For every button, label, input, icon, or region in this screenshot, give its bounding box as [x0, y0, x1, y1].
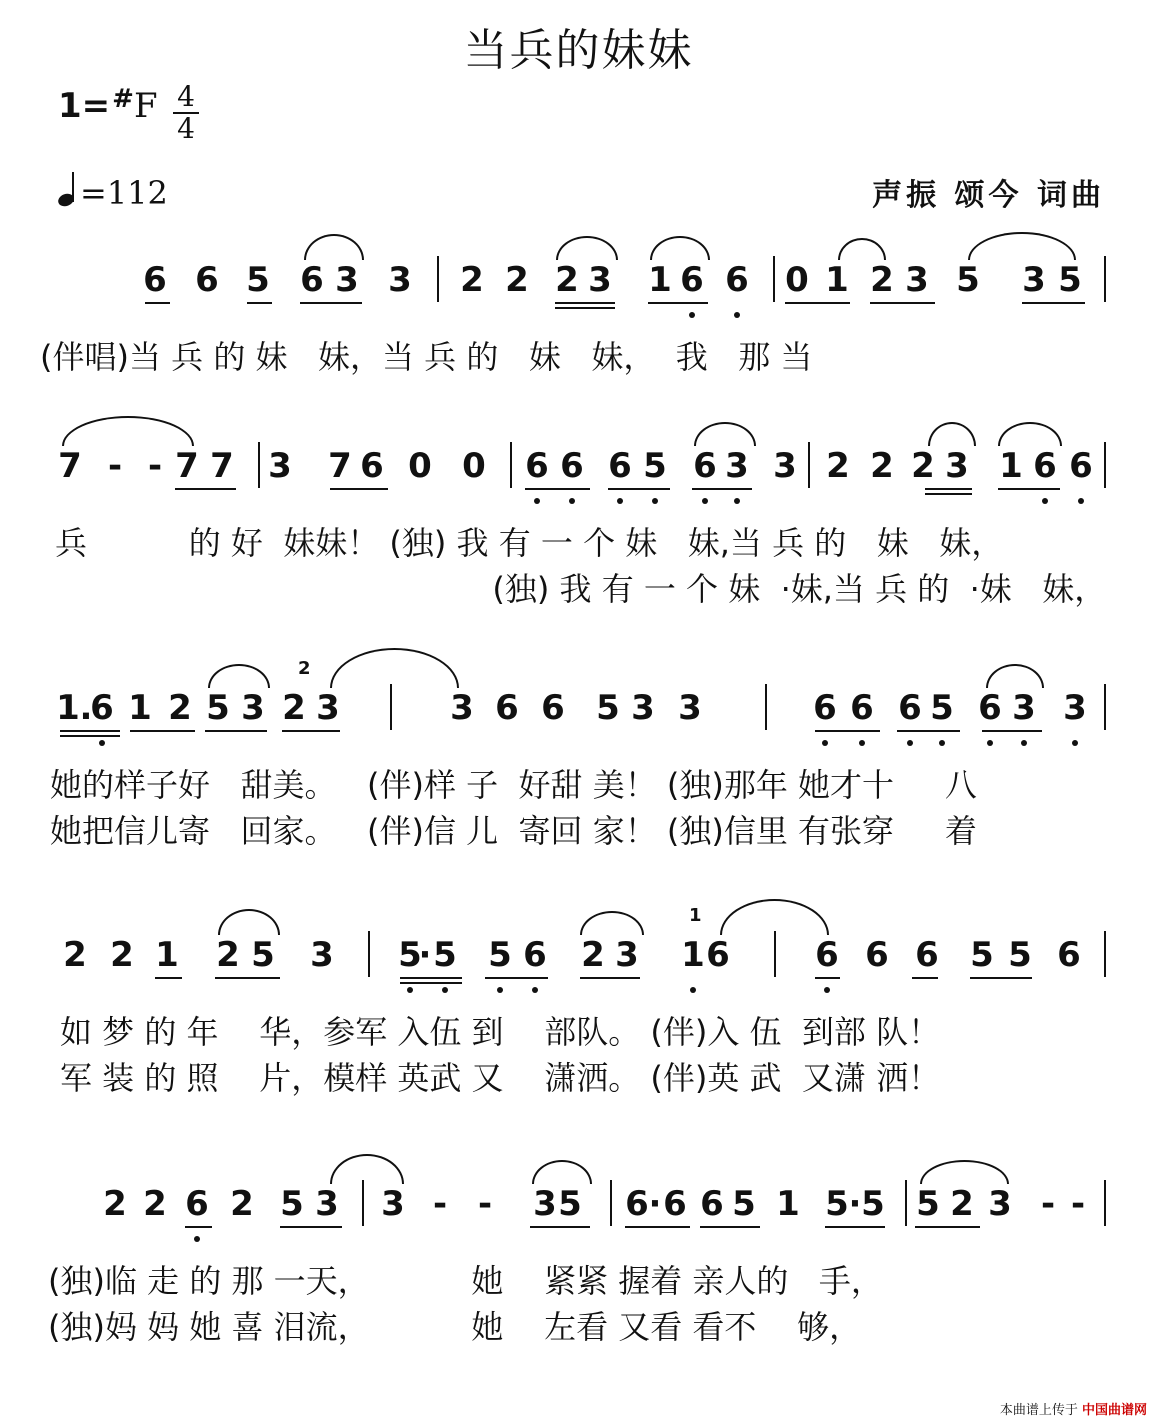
- octave-dot: [652, 498, 658, 504]
- octave-dot: [859, 740, 865, 746]
- lyric-line: 她把信儿寄 回家。 (伴)信 儿 寄回 家！ (独)信里 有张穿 着: [50, 812, 977, 850]
- slur: [720, 899, 829, 935]
- underline-beam: [555, 302, 615, 304]
- note: 2: [555, 260, 579, 300]
- underline-beam: [1022, 302, 1085, 304]
- barline: [437, 256, 439, 302]
- note: 6: [195, 260, 219, 300]
- note: 6: [1033, 446, 1057, 486]
- octave-dot: [734, 498, 740, 504]
- barline: [368, 931, 370, 977]
- octave-dot: [617, 498, 623, 504]
- octave-dot: [702, 498, 708, 504]
- note: 3: [773, 446, 797, 486]
- barline: [1104, 931, 1106, 977]
- note: 5: [970, 935, 994, 975]
- note: 0: [785, 260, 809, 300]
- song-title: 当兵的妹妹: [463, 25, 694, 76]
- note: 6: [360, 446, 384, 486]
- octave-dot: [407, 987, 413, 993]
- note: .: [79, 688, 93, 728]
- underline-beam: [998, 488, 1060, 490]
- octave-dot: [194, 1236, 200, 1242]
- barline: [1104, 1180, 1106, 1226]
- note: 2: [110, 935, 134, 975]
- note: 3: [588, 260, 612, 300]
- note: -: [432, 1184, 448, 1224]
- lyric-line: (独) 我 有 一 个 妹 ·妹,当 兵 的 ·妹 妹，: [55, 570, 1107, 608]
- slur: [330, 1154, 404, 1184]
- note: 3: [1012, 688, 1036, 728]
- grace-note: 2: [298, 658, 311, 679]
- note: 2: [168, 688, 192, 728]
- underline-beam-double: [925, 493, 972, 495]
- octave-dot: [99, 740, 105, 746]
- slur: [650, 236, 710, 260]
- note: 2: [282, 688, 306, 728]
- key-eq: =: [81, 86, 111, 126]
- slur: [304, 234, 364, 260]
- note: 3: [335, 260, 359, 300]
- time-signature: [173, 80, 199, 145]
- note: 3: [988, 1184, 1012, 1224]
- underline-beam: [912, 977, 938, 979]
- note: 1: [56, 688, 80, 728]
- underline-beam: [897, 730, 960, 732]
- meter-numerator: 4: [177, 80, 195, 113]
- note: 6: [898, 688, 922, 728]
- note: 3: [678, 688, 702, 728]
- note: 3: [945, 446, 969, 486]
- note: 1: [681, 935, 705, 975]
- note: 5: [433, 935, 457, 975]
- underline-beam: [815, 730, 880, 732]
- underline-beam: [175, 488, 236, 490]
- note: 3: [268, 446, 292, 486]
- note: 5: [558, 1184, 582, 1224]
- slur: [998, 422, 1062, 446]
- note: 2: [911, 446, 935, 486]
- note: 2: [505, 260, 529, 300]
- slur: [62, 416, 194, 446]
- note: 5: [956, 260, 980, 300]
- octave-dot: [497, 987, 503, 993]
- note: 3: [310, 935, 334, 975]
- underline-beam: [400, 977, 462, 979]
- octave-dot: [822, 740, 828, 746]
- barline: [510, 442, 512, 488]
- barline: [390, 684, 392, 730]
- underline-beam: [215, 977, 280, 979]
- note: 1: [776, 1184, 800, 1224]
- barline: [1104, 684, 1106, 730]
- note: 1: [825, 260, 849, 300]
- octave-dot: [442, 987, 448, 993]
- slur: [218, 909, 280, 935]
- note: 3: [315, 1184, 339, 1224]
- slur: [208, 664, 270, 688]
- slur: [920, 1160, 1009, 1184]
- note: ·: [648, 1184, 662, 1224]
- sharp-sign: #: [112, 84, 134, 114]
- note: 6: [143, 260, 167, 300]
- barline: [773, 256, 775, 302]
- barline: [765, 684, 767, 730]
- underline-beam: [60, 730, 120, 732]
- note: 2: [63, 935, 87, 975]
- note: 2: [103, 1184, 127, 1224]
- note: 5: [1058, 260, 1082, 300]
- note: 5: [732, 1184, 756, 1224]
- note: 6: [815, 935, 839, 975]
- note: 2: [143, 1184, 167, 1224]
- note: 3: [1022, 260, 1046, 300]
- underline-beam: [485, 977, 548, 979]
- slur: [986, 664, 1044, 688]
- note: 6: [1057, 935, 1081, 975]
- note: 6: [523, 935, 547, 975]
- underline-beam: [185, 1226, 212, 1228]
- slur: [532, 1160, 592, 1184]
- underline-beam: [580, 977, 640, 979]
- meter-denominator: 4: [177, 112, 195, 145]
- note: 5: [398, 935, 422, 975]
- note: 3: [615, 935, 639, 975]
- slur: [580, 911, 644, 935]
- note: 5: [206, 688, 230, 728]
- footer-credit: [1000, 1399, 1147, 1418]
- note: 6: [680, 260, 704, 300]
- slur: [928, 422, 976, 446]
- note: 2: [826, 446, 850, 486]
- octave-dot: [939, 740, 945, 746]
- note: -: [1040, 1184, 1056, 1224]
- note: 1: [128, 688, 152, 728]
- underline-beam: [300, 302, 362, 304]
- note: 5: [930, 688, 954, 728]
- note: 6: [1069, 446, 1093, 486]
- slur: [694, 422, 756, 446]
- note: 5: [643, 446, 667, 486]
- note: 6: [625, 1184, 649, 1224]
- barline: [808, 442, 810, 488]
- note: 3: [388, 260, 412, 300]
- underline-beam: [870, 302, 935, 304]
- underline-beam: [247, 302, 272, 304]
- note: 0: [408, 446, 432, 486]
- composer-credit: 声振 颂今 词曲: [872, 178, 1105, 213]
- barline: [258, 442, 260, 488]
- note: 6: [300, 260, 324, 300]
- key-one: 1: [58, 86, 82, 126]
- octave-dot: [1042, 498, 1048, 504]
- lyric-line: 如 梦 的 年 华，参军 入伍 到 部队。 (伴)入 伍 到部 队！: [60, 1013, 941, 1051]
- note: 2: [870, 446, 894, 486]
- note: 6: [915, 935, 939, 975]
- note: 5: [596, 688, 620, 728]
- note: 3: [905, 260, 929, 300]
- underline-beam-double: [400, 982, 462, 984]
- note: 5: [251, 935, 275, 975]
- underline-beam: [608, 488, 670, 490]
- lyric-line: (独)临 走 的 那 一天， 她 紧紧 握着 亲人的 手，: [48, 1262, 883, 1300]
- tempo-bpm: 112: [106, 174, 168, 212]
- barline: [905, 1180, 907, 1226]
- note: 3: [241, 688, 265, 728]
- barline: [610, 1180, 612, 1226]
- note: 7: [210, 446, 234, 486]
- octave-dot: [824, 987, 830, 993]
- note: 2: [460, 260, 484, 300]
- underline-beam: [205, 730, 267, 732]
- note: 3: [450, 688, 474, 728]
- underline-beam: [692, 488, 752, 490]
- note: 6: [693, 446, 717, 486]
- underline-beam: [915, 1226, 980, 1228]
- tempo-marking: [58, 168, 168, 212]
- note: 6: [700, 1184, 724, 1224]
- note: 3: [725, 446, 749, 486]
- note: 3: [381, 1184, 405, 1224]
- underline-beam: [925, 488, 972, 490]
- slur: [838, 238, 886, 260]
- lyric-line: (伴唱)当 兵 的 妹 妹，当 兵 的 妹 妹， 我 那 当: [40, 338, 813, 376]
- note: 1: [999, 446, 1023, 486]
- octave-dot: [734, 312, 740, 318]
- slur: [556, 236, 618, 260]
- note: 6: [185, 1184, 209, 1224]
- note: 7: [175, 446, 199, 486]
- underline-beam: [785, 302, 850, 304]
- note: 5: [916, 1184, 940, 1224]
- note: 3: [1063, 688, 1087, 728]
- barline: [1104, 256, 1106, 302]
- barline: [362, 1180, 364, 1226]
- lyric-line: 军 装 的 照 片，模样 英武 又 潇洒。 (伴)英 武 又潇 洒！: [60, 1059, 941, 1097]
- underline-beam: [530, 1226, 590, 1228]
- lyric-line: 她的样子好 甜美。 (伴)样 子 好甜 美！ (独)那年 她才十 八: [50, 766, 977, 804]
- note: 6: [850, 688, 874, 728]
- note: 2: [216, 935, 240, 975]
- note: 2: [950, 1184, 974, 1224]
- key-signature: [58, 84, 158, 126]
- note: 6: [865, 935, 889, 975]
- note: 3: [533, 1184, 557, 1224]
- underline-beam: [130, 730, 195, 732]
- note: -: [107, 446, 123, 486]
- note: 6: [90, 688, 114, 728]
- underline-beam: [282, 730, 340, 732]
- octave-dot: [689, 312, 695, 318]
- underline-beam: [825, 1226, 885, 1228]
- note: 2: [230, 1184, 254, 1224]
- octave-dot: [532, 987, 538, 993]
- octave-dot: [907, 740, 913, 746]
- octave-dot: [1078, 498, 1084, 504]
- note: ·: [418, 935, 432, 975]
- note: 1: [155, 935, 179, 975]
- note: 6: [495, 688, 519, 728]
- note: 5: [861, 1184, 885, 1224]
- underline-beam: [145, 302, 170, 304]
- octave-dot: [690, 987, 696, 993]
- lyric-line: 兵 的 好 妹妹！ (独) 我 有 一 个 妹 妹,当 兵 的 妹 妹，: [55, 524, 1004, 562]
- note: 6: [725, 260, 749, 300]
- note: 2: [581, 935, 605, 975]
- note: 6: [541, 688, 565, 728]
- underline-beam: [815, 977, 840, 979]
- underline-beam: [648, 302, 708, 304]
- note: 7: [328, 446, 352, 486]
- note: 5: [488, 935, 512, 975]
- key-tonic: F: [133, 86, 158, 126]
- barline: [774, 931, 776, 977]
- note: -: [1070, 1184, 1086, 1224]
- underline-beam: [970, 977, 1032, 979]
- footer-text: 本曲谱上传于: [999, 1403, 1078, 1418]
- octave-dot: [987, 740, 993, 746]
- note: 5: [246, 260, 270, 300]
- quarter-note-icon: [58, 168, 80, 208]
- note: 6: [525, 446, 549, 486]
- note: 6: [706, 935, 730, 975]
- note: 6: [813, 688, 837, 728]
- underline-beam: [625, 1226, 690, 1228]
- underline-beam: [155, 977, 182, 979]
- barline: [1104, 442, 1106, 488]
- octave-dot: [1072, 740, 1078, 746]
- underline-beam: [330, 488, 388, 490]
- site-logo: 中国曲谱网: [1081, 1403, 1147, 1418]
- note: 2: [870, 260, 894, 300]
- tempo-eq: =: [80, 174, 107, 212]
- note: 3: [631, 688, 655, 728]
- note: 3: [316, 688, 340, 728]
- note: 6: [978, 688, 1002, 728]
- note: 6: [560, 446, 584, 486]
- underline-beam-double: [60, 735, 120, 737]
- slur: [330, 648, 459, 688]
- note: 5: [280, 1184, 304, 1224]
- octave-dot: [569, 498, 575, 504]
- note: 5: [1008, 935, 1032, 975]
- note: 5: [825, 1184, 849, 1224]
- underline-beam: [525, 488, 590, 490]
- octave-dot: [1021, 740, 1027, 746]
- underline-beam: [700, 1226, 760, 1228]
- grace-note: 1: [689, 905, 702, 926]
- note: 0: [462, 446, 486, 486]
- note: 6: [663, 1184, 687, 1224]
- underline-beam: [280, 1226, 342, 1228]
- note: 7: [58, 446, 82, 486]
- lyric-line: (独)妈 妈 她 喜 泪流， 她 左看 又看 看不 够，: [48, 1308, 862, 1346]
- note: 6: [608, 446, 632, 486]
- slur: [968, 232, 1076, 260]
- note: -: [147, 446, 163, 486]
- note: ·: [848, 1184, 862, 1224]
- octave-dot: [534, 498, 540, 504]
- note: 1: [648, 260, 672, 300]
- underline-beam-double: [555, 307, 615, 309]
- note: -: [477, 1184, 493, 1224]
- underline-beam: [982, 730, 1042, 732]
